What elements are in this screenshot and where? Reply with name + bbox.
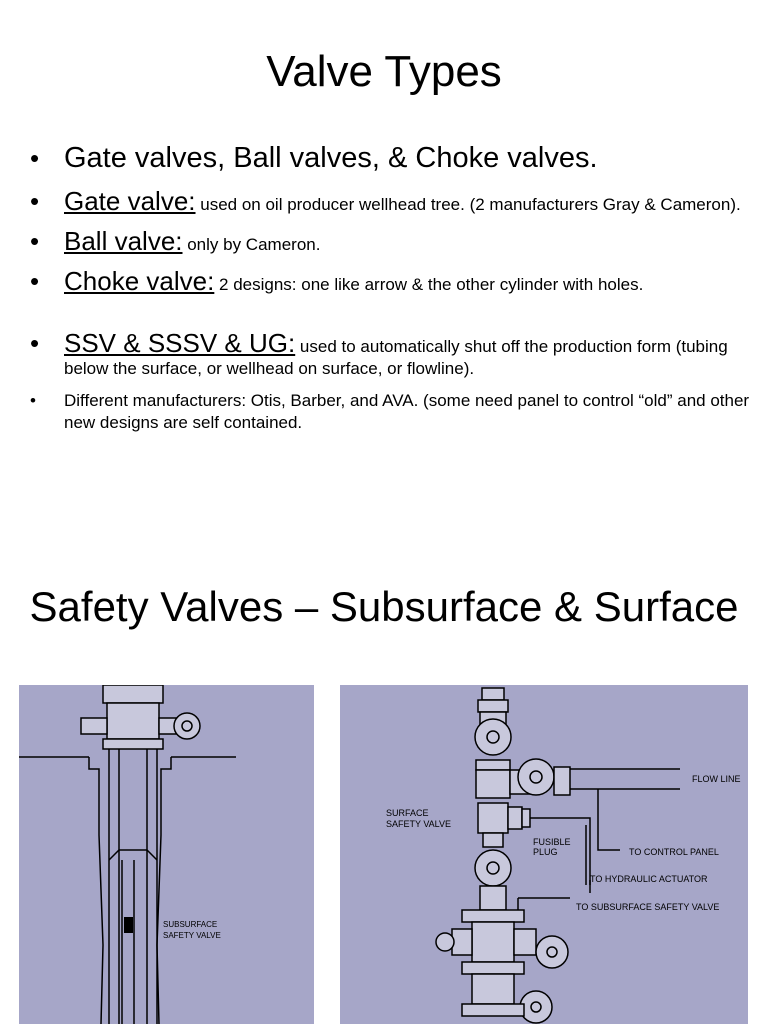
- tree-flange: [476, 760, 510, 770]
- label-line-1: SURFACE: [386, 808, 429, 818]
- label-flow-line: FLOW LINE: [692, 774, 741, 784]
- swab-valve-wheel: [475, 719, 511, 755]
- bullet-dot: •: [30, 226, 40, 256]
- bullet-dot: •: [30, 186, 40, 216]
- master-valve-wheel: [475, 850, 511, 886]
- casing-head: [472, 974, 514, 1004]
- casing-head-lower-flange: [462, 1004, 524, 1016]
- label-to-subsurface-safety-valve: TO SUBSURFACE SAFETY VALVE: [576, 902, 720, 912]
- bullet-ssv: [30, 328, 750, 380]
- bullet-ball-valve: [30, 226, 750, 256]
- tubing-head-side: [452, 929, 472, 955]
- bullet-valve-kinds: [30, 140, 750, 176]
- label-line-1: FUSIBLE: [533, 837, 571, 847]
- label-surface-safety-valve: [386, 808, 451, 829]
- tree-cap: [482, 688, 504, 700]
- ssv-actuator: [522, 809, 530, 827]
- casing-valve-wheel: [520, 991, 552, 1023]
- subsurface-diagram-drawing: [19, 685, 314, 1024]
- bullet-text: used on oil producer wellhead tree. (2 manufacturers Gray & Cameron).: [195, 195, 741, 214]
- bullet-text: 2 designs: one like arrow & the other cylinder with holes.: [214, 275, 644, 294]
- bullet-heading: SSV & SSSV & UG:: [64, 328, 296, 358]
- spacer: [30, 306, 750, 328]
- surface-diagram-drawing: [340, 685, 748, 1024]
- label-line-2: SAFETY VALVE: [163, 931, 221, 940]
- label-line-2: SAFETY VALVE: [386, 819, 452, 829]
- subsurface-diagram: [19, 685, 314, 1024]
- spool: [483, 833, 503, 847]
- bullet-dot: •: [30, 328, 40, 358]
- packer: [109, 850, 157, 860]
- wing-flange: [554, 767, 570, 795]
- casing-head-flange: [462, 962, 524, 974]
- bullet-text: used to automatically shut off the production form (tubing below the surface, or wellhead on surface, or flowline).: [64, 337, 728, 378]
- bullet-gate-valve: [30, 186, 750, 216]
- bullet-dot: •: [30, 143, 40, 173]
- tubing-head-flange: [462, 910, 524, 922]
- label-line-2: PLUG: [533, 847, 558, 857]
- control-panel-line: [598, 789, 620, 850]
- bullet-text: only by Cameron.: [182, 235, 321, 254]
- label-line-1: SUBSURFACE: [163, 920, 218, 929]
- wellhead-cap: [103, 685, 163, 703]
- surface-diagram: [340, 685, 748, 1024]
- tubing-head-side: [514, 929, 536, 955]
- slide-title: Valve Types: [266, 47, 502, 96]
- ssv-actuator-flange: [508, 807, 522, 829]
- wellhead-flange: [103, 739, 163, 749]
- annulus-valve-wheel: [536, 936, 568, 968]
- label-fusible-plug: [533, 837, 573, 857]
- bullet-text: Gate valves, Ball valves, & Choke valves.: [64, 142, 598, 174]
- bullet-manufacturers: [30, 390, 750, 434]
- side-outlet: [81, 718, 107, 734]
- bullet-heading: Ball valve:: [64, 226, 183, 256]
- subsurface-valve-body: [124, 917, 133, 933]
- master-valve-body: [480, 886, 506, 910]
- slide-title-safety-valves: Safety Valves – Subsurface & Surface: [29, 583, 739, 630]
- side-valve-wheel: [174, 713, 200, 739]
- ssv-body: [478, 803, 508, 833]
- tubing-head-side-valve: [436, 933, 454, 951]
- borehole-wall-right: [157, 757, 171, 1024]
- tubing-head: [472, 922, 514, 962]
- bullet-choke-valve: [30, 266, 750, 296]
- borehole-wall-left: [89, 757, 103, 1024]
- bullet-heading: Choke valve:: [64, 266, 215, 296]
- bullet-heading: Gate valve:: [64, 186, 196, 216]
- wellhead-body: [107, 703, 159, 739]
- wing-valve-wheel: [518, 759, 554, 795]
- bullet-list: [30, 140, 750, 434]
- bullet-dot: •: [30, 391, 36, 410]
- bullet-text: Different manufacturers: Otis, Barber, and AVA. (some need panel to control “old” and other new designs are self contained.: [64, 391, 750, 432]
- tree-cap-flange: [478, 700, 508, 712]
- label-subsurface-safety-valve: [163, 920, 221, 940]
- bullet-dot: •: [30, 266, 40, 296]
- label-to-hydraulic-actuator: TO HYDRAULIC ACTUATOR: [590, 874, 708, 884]
- tree-cross: [476, 770, 510, 798]
- label-to-control-panel: TO CONTROL PANEL: [629, 847, 719, 857]
